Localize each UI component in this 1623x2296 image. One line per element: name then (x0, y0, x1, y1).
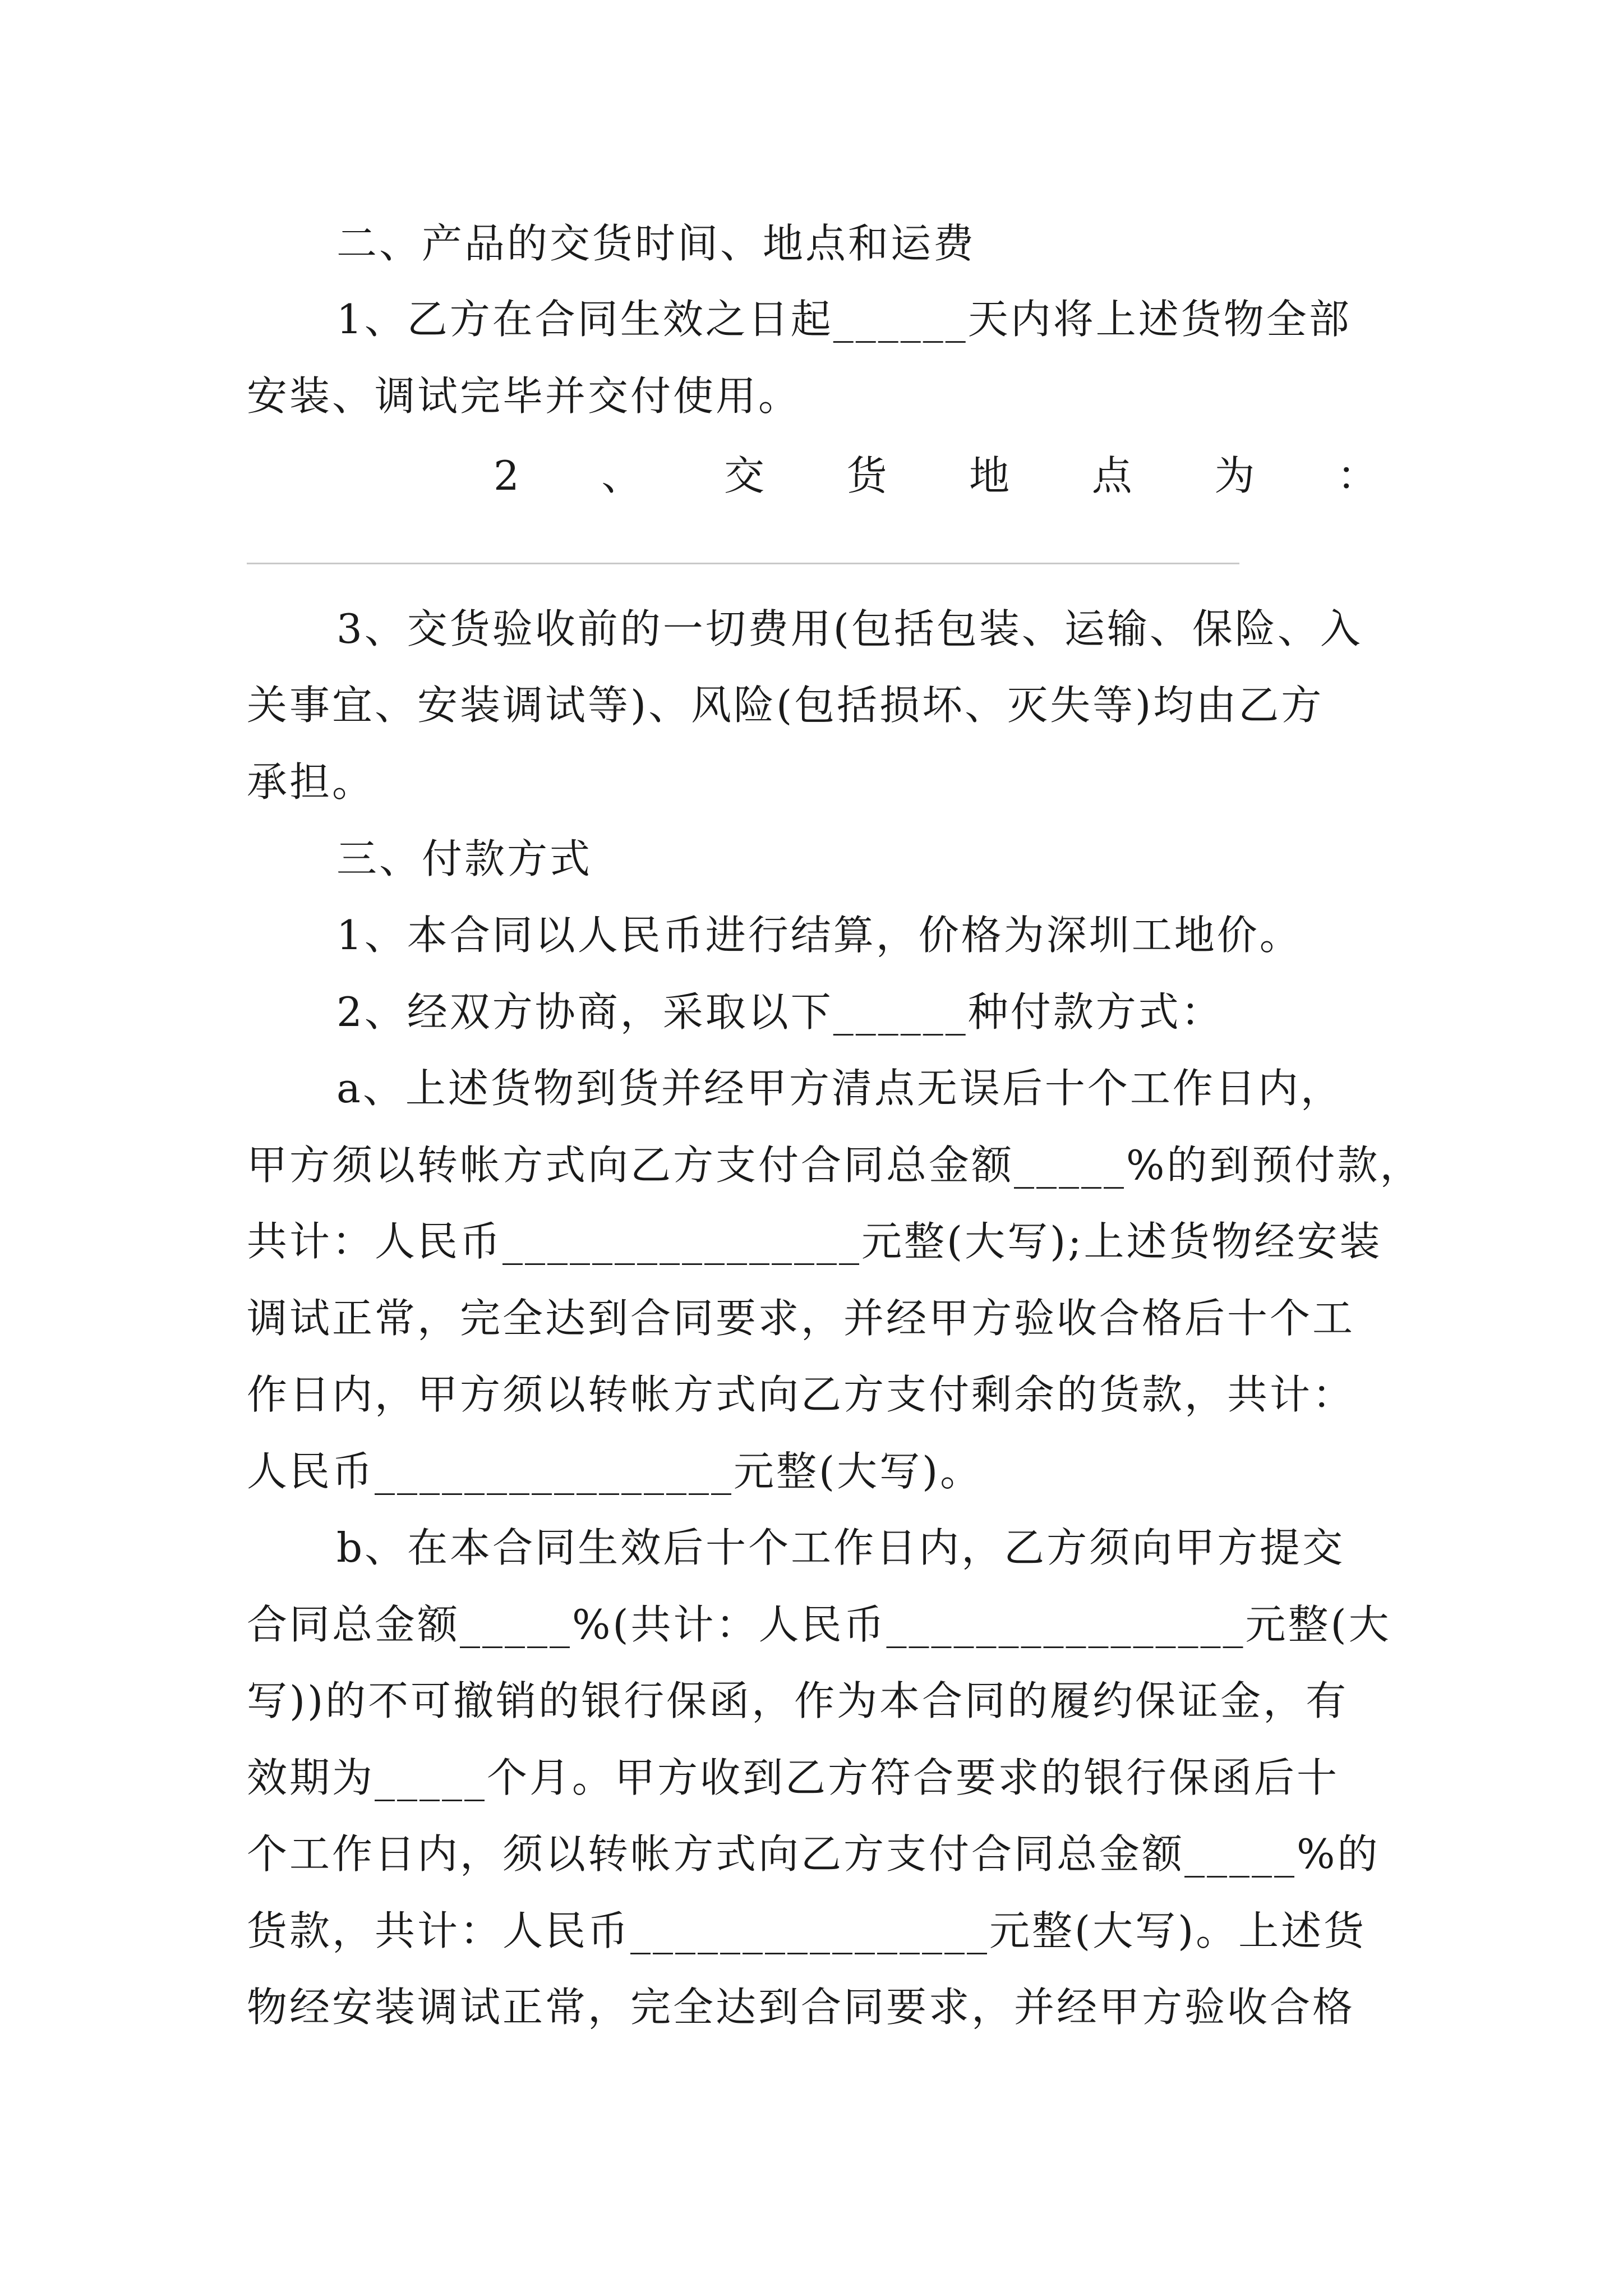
payment-option-a-line-3: 共计：人民币________________元整(大写);上述货物经安装 (247, 1218, 1382, 1265)
payment-option-b-line-7: 物经安装调试正常，完全达到合同要求，并经甲方验收合格 (247, 1984, 1355, 2031)
payment-option-b-line-5: 个工作日内，须以转帐方式向乙方支付合同总金额_____%的 (247, 1830, 1380, 1878)
delivery-cost-clause-line-3: 承担。 (247, 758, 375, 806)
payment-option-a-line-4: 调试正常，完全达到合同要求，并经甲方验收合格后十个工 (247, 1295, 1355, 1342)
payment-option-b-line-3: 写))的不可撤销的银行保函，作为本合同的履约保证金，有 (247, 1677, 1349, 1724)
delivery-cost-clause-line-2: 关事宜、安装调试等)、风险(包括损坏、灭失等)均由乙方 (247, 682, 1324, 729)
delivery-place-blank-line (247, 563, 1239, 564)
delivery-place-clause (494, 452, 1380, 499)
delivery-place-char: 为 (1214, 452, 1257, 499)
delivery-place-char: 地 (969, 452, 1012, 499)
delivery-place-char: 点 (1091, 452, 1135, 499)
section-3-heading: 三、付款方式 (336, 835, 593, 882)
delivery-time-clause-line-2: 安装、调试完毕并交付使用。 (247, 372, 801, 420)
payment-option-a-line-5: 作日内，甲方须以转帐方式向乙方支付剩余的货款，共计： (247, 1371, 1355, 1418)
payment-option-b-line-2: 合同总金额_____%(共计：人民币________________元整(大 (247, 1601, 1391, 1648)
payment-option-a-line-1: a、上述货物到货并经甲方清点无误后十个工作日内， (336, 1065, 1343, 1112)
payment-clause-2: 2、经双方协商，采取以下______种付款方式： (336, 988, 1224, 1036)
delivery-place-char: 货 (846, 452, 889, 499)
payment-option-b-line-1: b、在本合同生效后十个工作日内，乙方须向甲方提交 (336, 1524, 1345, 1571)
section-2-heading: 二、产品的交货时间、地点和运费 (336, 220, 976, 267)
payment-option-a-line-2: 甲方须以转帐方式向乙方支付合同总金额_____%的到预付款， (247, 1142, 1423, 1189)
payment-option-a-line-6: 人民币________________元整(大写)。 (247, 1448, 983, 1495)
payment-option-b-line-6: 货款，共计：人民币________________元整(大写)。上述货 (247, 1907, 1367, 1954)
delivery-cost-clause-line-1: 3、交货验收前的一切费用(包括包装、运输、保险、入 (336, 605, 1363, 652)
payment-clause-1: 1、本合同以人民币进行结算，价格为深圳工地价。 (336, 912, 1302, 959)
delivery-place-char: 、 (601, 452, 644, 499)
delivery-place-char: 交 (723, 452, 767, 499)
payment-option-b-line-4: 效期为_____个月。甲方收到乙方符合要求的银行保函后十 (247, 1754, 1340, 1801)
delivery-time-clause-line-1: 1、乙方在合同生效之日起______天内将上述货物全部 (336, 296, 1352, 343)
delivery-place-char: 2 (494, 452, 522, 499)
delivery-place-char: ： (1336, 452, 1380, 499)
